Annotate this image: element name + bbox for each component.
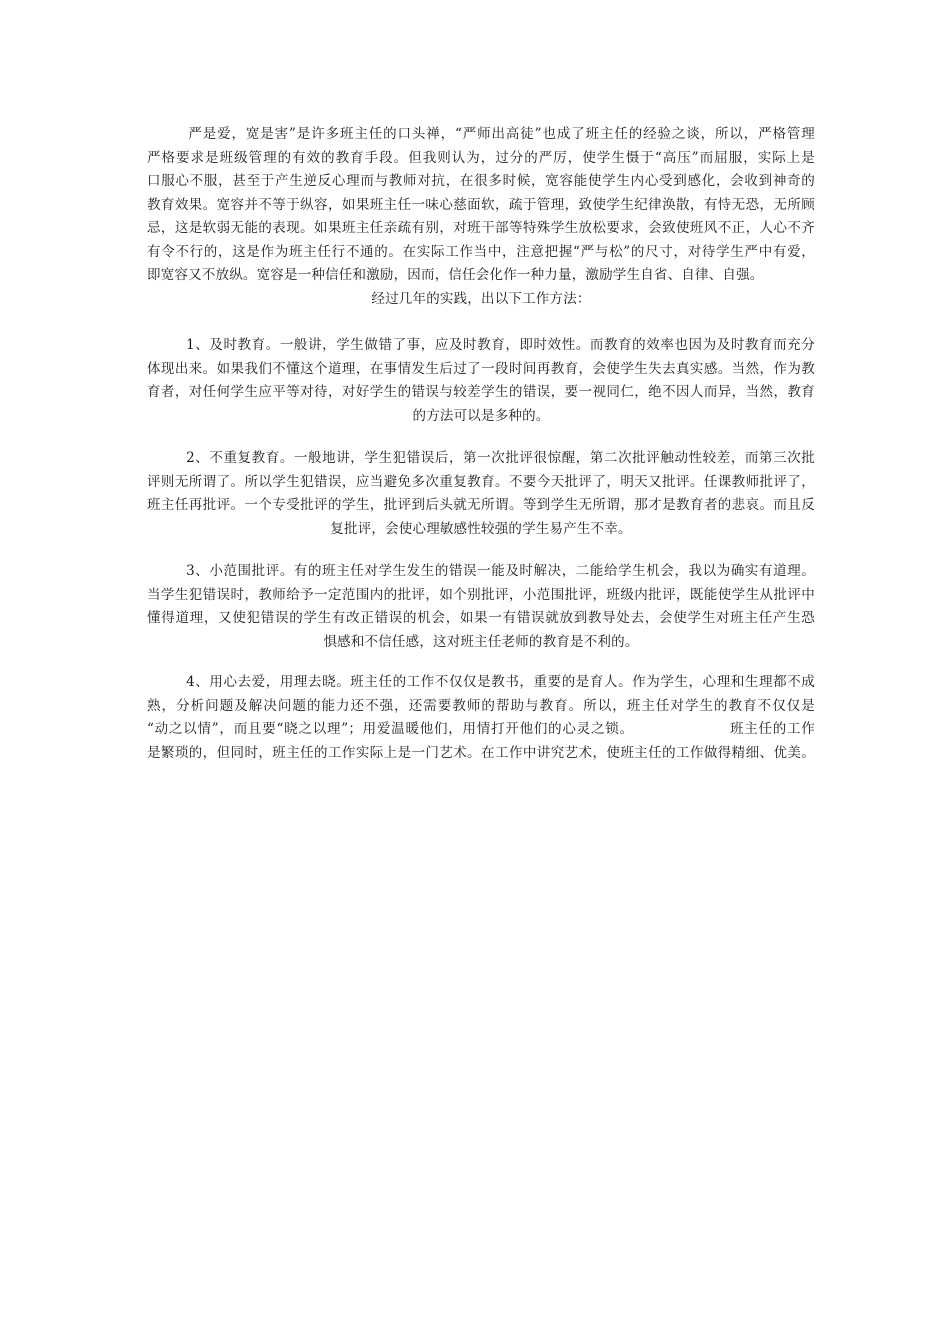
method-2-line-2: 评则无所谓了。所以学生犯错误，应当避免多次重复教育。不要今天批评了，明天又批评。任课教师批评了， — [147, 473, 815, 490]
method-4-line-2: 熟，分析问题及解决问题的能力还不强，还需要教师的帮助与教育。所以，班主任对学生的教育不仅仅是 — [147, 697, 815, 714]
method-4-paragraph — [147, 671, 815, 765]
method-2-line-1: 2、不重复教育。一般地讲，学生犯错误后，第一次批评很惊醒，第二次批评触动性较差，而第三次批 — [147, 450, 815, 466]
method-4-line-1: 4、用心去爱，用理去晓。班主任的工作不仅仅是教书，重要的是育人。作为学生，心理和生理都不成 — [147, 674, 815, 690]
intro-paragraph — [147, 123, 815, 311]
summary-line: 经过几年的实践，出以下工作方法： — [371, 290, 591, 307]
intro-line-4: 教育效果。宽容并不等于纵容，如果班主任一味心慈面软，疏于管理，致使学生纪律涣散，有恃无恐，无所顾 — [147, 196, 815, 213]
intro-line-1: 严是爱，宽是害”是许多班主任的口头禅，“严师出高徒”也成了班主任的经验之谈，所以，严格管理 — [147, 126, 815, 142]
intro-line-6: 有令不行的，这是作为班主任行不通的。在实际工作当中，注意把握“严与松”的尺寸，对待学生严中有爱， — [147, 243, 815, 260]
method-2-line-3: 班主任再批评。一个专受批评的学生，批评到后头就无所谓。等到学生无所谓，那才是教育者的悲哀。而且反 — [147, 497, 815, 513]
method-1-line-2: 体现出来。如果我们不懂这个道理，在事情发生后过了一段时间再教育，会使学生失去真实感。当然，作为教 — [147, 360, 815, 377]
intro-line-3: 口服心不服，甚至于产生逆反心理而与教师对抗，在很多时候，宽容能使学生内心受到感化，会收到神奇的 — [147, 173, 815, 189]
method-2-line-4: 复批评，会使心理敏感性较强的学生易产生不幸。 — [330, 520, 632, 537]
method-4-line-3: “动之以情”，而且要“晓之以理”；用爱温暖他们，用情打开他们的心灵之锁。 班主任的工作 — [147, 721, 815, 737]
intro-line-5: 忌，这是软弱无能的表现。如果班主任亲疏有别，对班干部等特殊学生放松要求，会致使班风不正，人心不齐 — [147, 220, 815, 236]
intro-line-2: 严格要求是班级管理的有效的教育手段。但我则认为，过分的严厉，使学生慑于“高压”而屈服，实际上是 — [147, 149, 815, 166]
method-1-paragraph — [147, 334, 815, 428]
method-3-line-4: 惧感和不信任感，这对班主任老师的教育是不利的。 — [323, 633, 639, 650]
method-4-line-4: 是繁琐的，但同时，班主任的工作实际上是一门艺术。在工作中讲究艺术，使班主任的工作做得精细、优美。 — [147, 744, 815, 761]
method-1-line-4: 的方法可以是多种的。 — [412, 407, 550, 424]
method-1-line-3: 育者，对任何学生应平等对待，对好学生的错误与较差学生的错误，要一视同仁，绝不因人而异，当然，教育 — [147, 384, 815, 400]
method-3-paragraph — [147, 560, 815, 654]
method-1-line-1: 1、及时教育。一般讲，学生做错了事，应及时教育，即时效性。而教育的效率也因为及时教育而充分 — [147, 337, 815, 353]
intro-line-7: 即宽容又不放纵。宽容是一种信任和激励，因而，信任会化作一种力量，激励学生自省、自律、自强。 — [147, 267, 764, 283]
method-3-line-2: 当学生犯错误时，教师给予一定范围内的批评，如个别批评，小范围批评，班级内批评，既能使学生从批评中 — [147, 586, 815, 603]
method-2-paragraph — [147, 447, 815, 541]
method-3-line-1: 3、小范围批评。有的班主任对学生发生的错误一能及时解决，二能给学生机会，我以为确实有道理。 — [147, 563, 815, 579]
method-3-line-3: 懂得道理，又使犯错误的学生有改正错误的机会，如果一有错误就放到教导处去，会使学生对班主任产生恐 — [147, 610, 815, 626]
